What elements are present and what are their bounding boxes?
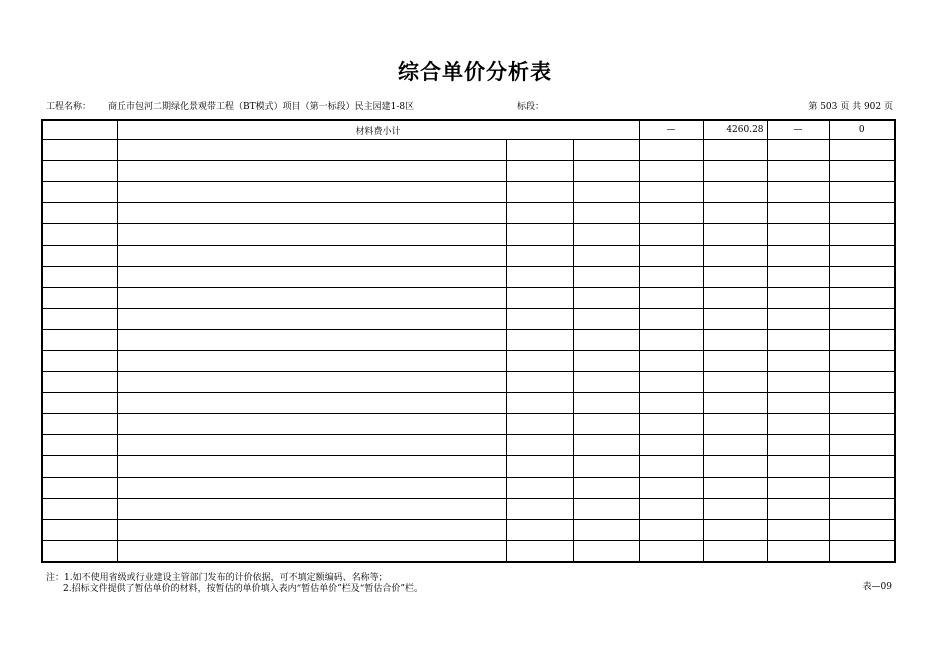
subtotal-col-b: 4260.28: [703, 120, 767, 140]
table-row: [42, 182, 895, 203]
table-cell: [117, 372, 506, 393]
table-cell: [117, 224, 506, 245]
table-row: [42, 477, 895, 498]
table-cell: [829, 224, 895, 245]
table-row: [42, 161, 895, 182]
table-cell: [829, 435, 895, 456]
table-cell: [639, 351, 703, 372]
table-cell: [767, 308, 829, 329]
page-info: 第 503 页 共 902 页: [808, 102, 893, 112]
subtotal-col-c: —: [767, 120, 829, 140]
table-cell: [639, 372, 703, 393]
footnote-1: 注：1.如不使用省级或行业建设主管部门发布的计价依据，可不填定额编码、名称等；: [46, 573, 388, 583]
table-cell: [506, 245, 573, 266]
table-cell: [573, 287, 639, 308]
table-cell: [506, 203, 573, 224]
table-row: [42, 414, 895, 435]
table-cell: [767, 477, 829, 498]
table-cell: [767, 540, 829, 562]
subtotal-col-d: 0: [829, 120, 895, 140]
table-cell: [506, 414, 573, 435]
table-cell: [703, 224, 767, 245]
table-cell: [639, 435, 703, 456]
table-cell: [639, 140, 703, 161]
table-cell: [573, 372, 639, 393]
table-cell: [506, 182, 573, 203]
table-cell: [767, 287, 829, 308]
page-title: 综合单价分析表: [398, 60, 552, 84]
table-row: [42, 140, 895, 161]
table-cell: [703, 287, 767, 308]
table-cell: [117, 435, 506, 456]
table-cell: [767, 266, 829, 287]
table-cell: [703, 351, 767, 372]
table-cell: [703, 435, 767, 456]
table-row: [42, 287, 895, 308]
table-cell: [573, 540, 639, 562]
table-cell: [573, 477, 639, 498]
subtotal-label: 材料费小计: [117, 120, 639, 140]
table-cell: [829, 477, 895, 498]
table-cell: [767, 519, 829, 540]
table-row: [42, 224, 895, 245]
table-row: [42, 203, 895, 224]
table-cell: [767, 393, 829, 414]
table-cell: [573, 329, 639, 350]
table-cell: [703, 372, 767, 393]
table-cell: [506, 456, 573, 477]
table-cell: [829, 140, 895, 161]
project-info: [46, 99, 414, 112]
table-cell: [117, 287, 506, 308]
table-cell: [117, 203, 506, 224]
table-cell: [42, 308, 117, 329]
table-cell: [117, 266, 506, 287]
table-cell: [829, 161, 895, 182]
table-cell: [829, 308, 895, 329]
table-cell: [117, 245, 506, 266]
table-cell: [573, 182, 639, 203]
table-cell: [639, 182, 703, 203]
table-cell: [573, 308, 639, 329]
table-cell: [506, 329, 573, 350]
table-cell: [117, 498, 506, 519]
table-cell: [42, 140, 117, 161]
table-cell: [703, 266, 767, 287]
table-cell: [573, 266, 639, 287]
table-cell: [829, 519, 895, 540]
table-cell: [573, 203, 639, 224]
table-cell: [506, 224, 573, 245]
table-cell: [767, 140, 829, 161]
table-number: 表—09: [862, 582, 892, 592]
table-cell: [639, 498, 703, 519]
table-cell: [829, 414, 895, 435]
table-cell: [506, 161, 573, 182]
table-cell: [42, 120, 117, 140]
table-cell: [703, 161, 767, 182]
table-cell: [639, 519, 703, 540]
table-cell: [573, 245, 639, 266]
table-cell: [573, 393, 639, 414]
table-cell: [573, 140, 639, 161]
table-cell: [829, 498, 895, 519]
table-cell: [767, 351, 829, 372]
table-cell: [829, 266, 895, 287]
table-cell: [703, 140, 767, 161]
table-cell: [829, 182, 895, 203]
footnotes: [46, 573, 423, 595]
table-cell: [117, 182, 506, 203]
table-cell: [117, 308, 506, 329]
table-cell: [117, 456, 506, 477]
table-cell: [703, 498, 767, 519]
table-row: [42, 308, 895, 329]
table-row: [42, 498, 895, 519]
table-cell: [703, 182, 767, 203]
table-cell: [42, 435, 117, 456]
table-cell: [42, 540, 117, 562]
table-cell: [506, 372, 573, 393]
table-cell: [42, 287, 117, 308]
footnote-2: 2.招标文件提供了暂估单价的材料，按暂估的单价填入表内“暂估单价”栏及“暂估合价”栏。: [63, 584, 423, 594]
table-cell: [573, 351, 639, 372]
table-cell: [703, 519, 767, 540]
table-cell: [767, 498, 829, 519]
table-cell: [639, 477, 703, 498]
table-cell: [573, 414, 639, 435]
table-cell: [703, 456, 767, 477]
table-cell: [639, 161, 703, 182]
table-cell: [42, 414, 117, 435]
table-cell: [639, 203, 703, 224]
table-cell: [767, 435, 829, 456]
table-cell: [767, 329, 829, 350]
table-cell: [506, 540, 573, 562]
table-cell: [703, 308, 767, 329]
table-cell: [573, 224, 639, 245]
table-cell: [573, 161, 639, 182]
unit-price-analysis-table: [41, 119, 896, 563]
table-cell: [767, 245, 829, 266]
table-cell: [703, 540, 767, 562]
table-cell: [767, 456, 829, 477]
table-cell: [42, 266, 117, 287]
table-row: [42, 266, 895, 287]
table-cell: [506, 308, 573, 329]
section-label: 标段：: [517, 102, 545, 112]
table-cell: [42, 498, 117, 519]
table-row: [42, 540, 895, 562]
table-cell: [42, 245, 117, 266]
table-cell: [639, 329, 703, 350]
table-cell: [42, 329, 117, 350]
project-name: 商丘市包河二期绿化景观带工程（BT模式）项目（第一标段）民主园建1-8区: [108, 102, 415, 112]
table-cell: [703, 477, 767, 498]
table-row: [42, 351, 895, 372]
table-cell: [573, 519, 639, 540]
table-cell: [829, 456, 895, 477]
table-cell: [117, 414, 506, 435]
table-cell: [117, 477, 506, 498]
table-row: [42, 329, 895, 350]
table-cell: [829, 540, 895, 562]
table-cell: [117, 329, 506, 350]
table-cell: [767, 203, 829, 224]
subtotal-col-a: —: [639, 120, 703, 140]
table-cell: [639, 245, 703, 266]
table-cell: [639, 266, 703, 287]
table-cell: [42, 161, 117, 182]
table-cell: [639, 540, 703, 562]
table-cell: [829, 287, 895, 308]
table-cell: [703, 393, 767, 414]
table-cell: [117, 519, 506, 540]
table-cell: [42, 372, 117, 393]
table-cell: [703, 414, 767, 435]
table-row: [42, 245, 895, 266]
table-cell: [703, 203, 767, 224]
table-cell: [117, 161, 506, 182]
table-row: [42, 393, 895, 414]
table-cell: [639, 287, 703, 308]
table-cell: [829, 203, 895, 224]
table-row: [42, 372, 895, 393]
table-cell: [703, 245, 767, 266]
table-cell: [506, 498, 573, 519]
table-cell: [767, 414, 829, 435]
table-cell: [829, 329, 895, 350]
table-cell: [639, 224, 703, 245]
table-row: [42, 456, 895, 477]
table-cell: [829, 351, 895, 372]
table-cell: [117, 540, 506, 562]
project-label: 工程名称：: [46, 102, 92, 112]
table-cell: [42, 224, 117, 245]
table-cell: [42, 456, 117, 477]
table-row: [42, 519, 895, 540]
table-cell: [639, 456, 703, 477]
table-cell: [42, 351, 117, 372]
table-cell: [117, 351, 506, 372]
table-cell: [506, 266, 573, 287]
table-cell: [506, 477, 573, 498]
table-cell: [117, 140, 506, 161]
table-cell: [42, 203, 117, 224]
table-cell: [42, 477, 117, 498]
table-cell: [829, 393, 895, 414]
table-cell: [42, 519, 117, 540]
table-cell: [703, 329, 767, 350]
table-cell: [639, 393, 703, 414]
table-cell: [573, 456, 639, 477]
table-cell: [573, 498, 639, 519]
table-cell: [117, 393, 506, 414]
table-cell: [767, 182, 829, 203]
table-cell: [829, 245, 895, 266]
table-cell: [767, 224, 829, 245]
table-cell: [506, 351, 573, 372]
table-cell: [767, 372, 829, 393]
table-cell: [639, 308, 703, 329]
table-cell: [42, 393, 117, 414]
table-cell: [42, 182, 117, 203]
table-cell: [639, 414, 703, 435]
table-row: [42, 435, 895, 456]
table-cell: [767, 161, 829, 182]
table-cell: [573, 435, 639, 456]
table-cell: [506, 519, 573, 540]
table-cell: [506, 393, 573, 414]
table-cell: [506, 435, 573, 456]
table-cell: [506, 287, 573, 308]
material-subtotal-row: [42, 120, 895, 140]
table-cell: [829, 372, 895, 393]
table-cell: [506, 140, 573, 161]
